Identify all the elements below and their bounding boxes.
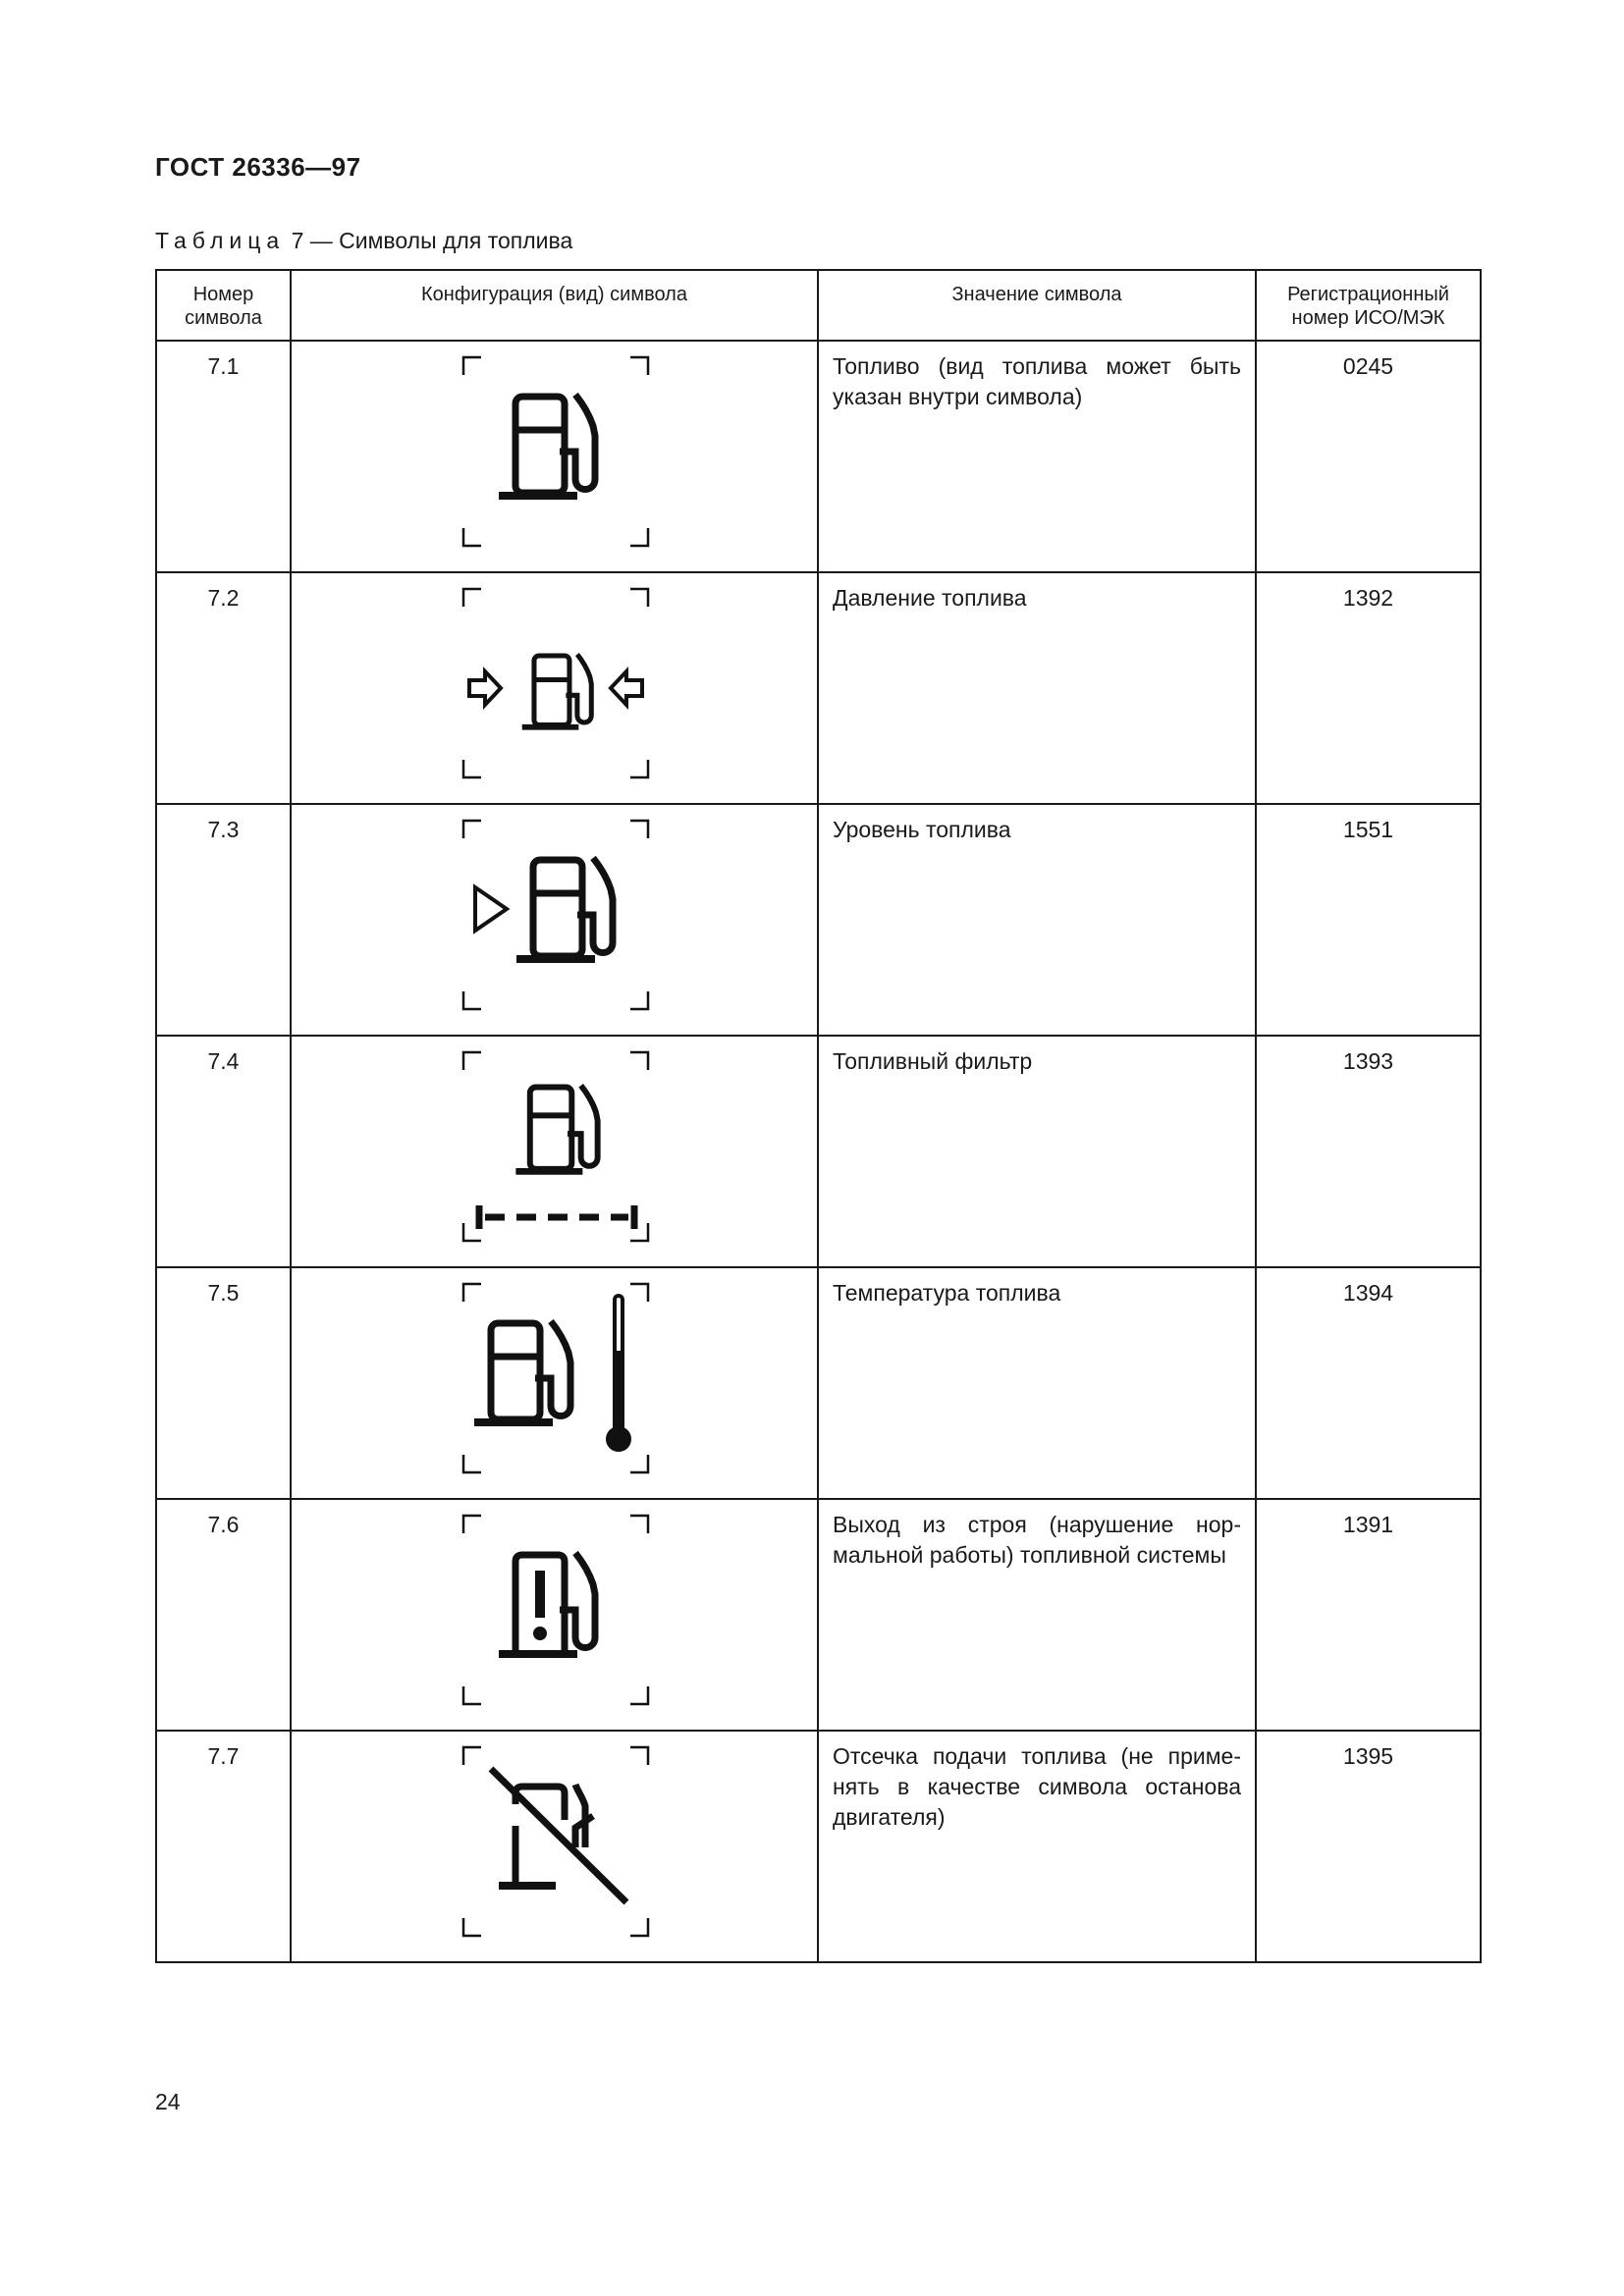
symbol-number: 7.6 — [156, 1499, 291, 1731]
symbol-meaning: Выход из строя (нарушение нормальной работы) топливной системы — [818, 1499, 1256, 1731]
table-row — [156, 804, 1481, 1036]
table-caption — [155, 228, 572, 254]
header-number: Номер символа — [156, 270, 291, 341]
fuel-pressure-icon — [461, 587, 652, 781]
table-row — [156, 1267, 1481, 1499]
symbol-number: 7.7 — [156, 1731, 291, 1962]
page-number: 24 — [155, 2089, 181, 2114]
document-title: ГОСТ 26336—97 — [155, 152, 361, 182]
fuel-symbols-table — [155, 269, 1482, 1963]
table-row — [156, 1036, 1481, 1267]
fuel-system-failure-icon — [461, 1514, 652, 1708]
table-row — [156, 572, 1481, 804]
symbol-number: 7.3 — [156, 804, 291, 1036]
symbol-number: 7.2 — [156, 572, 291, 804]
registration-number: 1392 — [1256, 572, 1481, 804]
symbol-configuration — [291, 341, 818, 572]
symbol-meaning: Топливо (вид топлива может быть указан внутри символа) — [818, 341, 1256, 572]
symbol-meaning: Уровень топлива — [818, 804, 1256, 1036]
registration-number: 1394 — [1256, 1267, 1481, 1499]
registration-number: 1393 — [1256, 1036, 1481, 1267]
symbol-number: 7.4 — [156, 1036, 291, 1267]
table-row — [156, 1499, 1481, 1731]
registration-number: 1391 — [1256, 1499, 1481, 1731]
symbol-meaning: Температура топлива — [818, 1267, 1256, 1499]
symbol-meaning: Топливный фильтр — [818, 1036, 1256, 1267]
registration-number: 1395 — [1256, 1731, 1481, 1962]
symbol-number: 7.5 — [156, 1267, 291, 1499]
fuel-temperature-icon — [461, 1282, 652, 1476]
header-configuration: Конфигурация (вид) символа — [291, 270, 818, 341]
fuel-shutoff-icon — [461, 1745, 652, 1940]
registration-number: 0245 — [1256, 341, 1481, 572]
fuel-filter-icon — [461, 1050, 652, 1245]
table-row — [156, 341, 1481, 572]
header-registration: Регистрационный номер ИСО/МЭК — [1256, 270, 1481, 341]
table-header-row — [156, 270, 1481, 341]
symbol-meaning: Давление топлива — [818, 572, 1256, 804]
symbol-configuration — [291, 1499, 818, 1731]
table-caption-word: Таблица — [155, 228, 286, 253]
symbol-configuration — [291, 1267, 818, 1499]
table-row — [156, 1731, 1481, 1962]
symbol-configuration — [291, 1731, 818, 1962]
symbol-configuration — [291, 572, 818, 804]
fuel-pump-icon — [461, 355, 652, 550]
fuel-level-icon — [461, 819, 652, 1013]
registration-number: 1551 — [1256, 804, 1481, 1036]
table-caption-text: 7 — Символы для топлива — [291, 228, 573, 253]
header-meaning: Значение символа — [818, 270, 1256, 341]
symbol-number: 7.1 — [156, 341, 291, 572]
symbol-configuration — [291, 1036, 818, 1267]
symbol-configuration — [291, 804, 818, 1036]
symbol-meaning: Отсечка подачи топлива (не применять в качестве символа останова двигателя) — [818, 1731, 1256, 1962]
